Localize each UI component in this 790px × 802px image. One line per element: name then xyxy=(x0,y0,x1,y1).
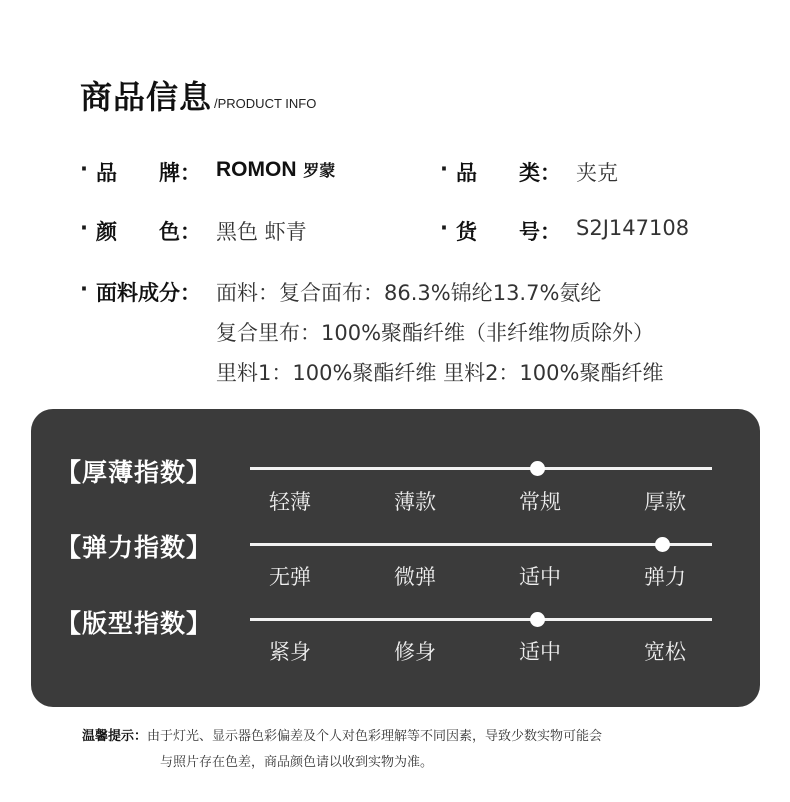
index-option-label: 弹力 xyxy=(644,565,686,589)
index-selected-marker xyxy=(530,461,545,476)
index-scale-line xyxy=(250,543,712,546)
fabric-line-3: 里料1：100%聚酯纤维 里料2：100%聚酯纤维 xyxy=(216,361,664,385)
index-option-label: 紧身 xyxy=(269,640,311,664)
section-header xyxy=(80,72,316,118)
index-option-label: 适中 xyxy=(519,565,561,589)
index-selected-marker xyxy=(655,537,670,552)
index-title: 【厚薄指数】 xyxy=(56,458,213,487)
bullet: · xyxy=(80,216,88,240)
category-label: 品 类： xyxy=(456,161,561,185)
index-scale-line xyxy=(250,618,712,621)
index-option-label: 薄款 xyxy=(394,490,436,514)
sku-label: 货 号： xyxy=(456,220,561,244)
index-option-label: 无弹 xyxy=(269,565,311,589)
index-option-label: 微弹 xyxy=(394,565,436,589)
sku-value: S2J147108 xyxy=(576,216,690,240)
fabric-label: 面料成分： xyxy=(96,281,201,305)
index-scale-line xyxy=(250,467,712,470)
index-option-label: 轻薄 xyxy=(269,490,311,514)
disclaimer-note xyxy=(82,724,602,776)
fabric-line-2: 复合里布：100%聚酯纤维（非纤维物质除外） xyxy=(216,321,655,345)
index-option-label: 厚款 xyxy=(644,490,686,514)
brand-value xyxy=(216,157,335,182)
bullet: · xyxy=(80,277,88,301)
index-title: 【版型指数】 xyxy=(56,609,213,638)
brand-logo-text: ROMON xyxy=(216,158,297,181)
note-label: 温馨提示： xyxy=(82,729,148,744)
index-option-label: 宽松 xyxy=(644,640,686,664)
index-selected-marker xyxy=(530,612,545,627)
bullet: · xyxy=(80,157,88,181)
color-value: 黑色 虾青 xyxy=(216,220,307,244)
fabric-line-1: 面料：复合面布：86.3%锦纶13.7%氨纶 xyxy=(216,281,602,305)
brand-logo-cn: 罗蒙 xyxy=(303,161,336,180)
category-value: 夹克 xyxy=(576,161,618,185)
brand-label: 品 牌： xyxy=(96,161,201,185)
note-line-2: 与照片存在色差，商品颜色请以收到实物为准。 xyxy=(160,755,434,770)
index-option-label: 常规 xyxy=(519,490,561,514)
page-title: 商品信息 xyxy=(80,78,213,116)
index-option-label: 适中 xyxy=(519,640,561,664)
note-line-1: 由于灯光、显示器色彩偏差及个人对色彩理解等不同因素，导致少数实物可能会 xyxy=(147,729,603,744)
page-subtitle: /PRODUCT INFO xyxy=(214,96,317,111)
index-option-label: 修身 xyxy=(394,640,436,664)
bullet: · xyxy=(440,216,448,240)
bullet: · xyxy=(440,157,448,181)
color-label: 颜 色： xyxy=(96,220,201,244)
index-title: 【弹力指数】 xyxy=(56,533,213,562)
